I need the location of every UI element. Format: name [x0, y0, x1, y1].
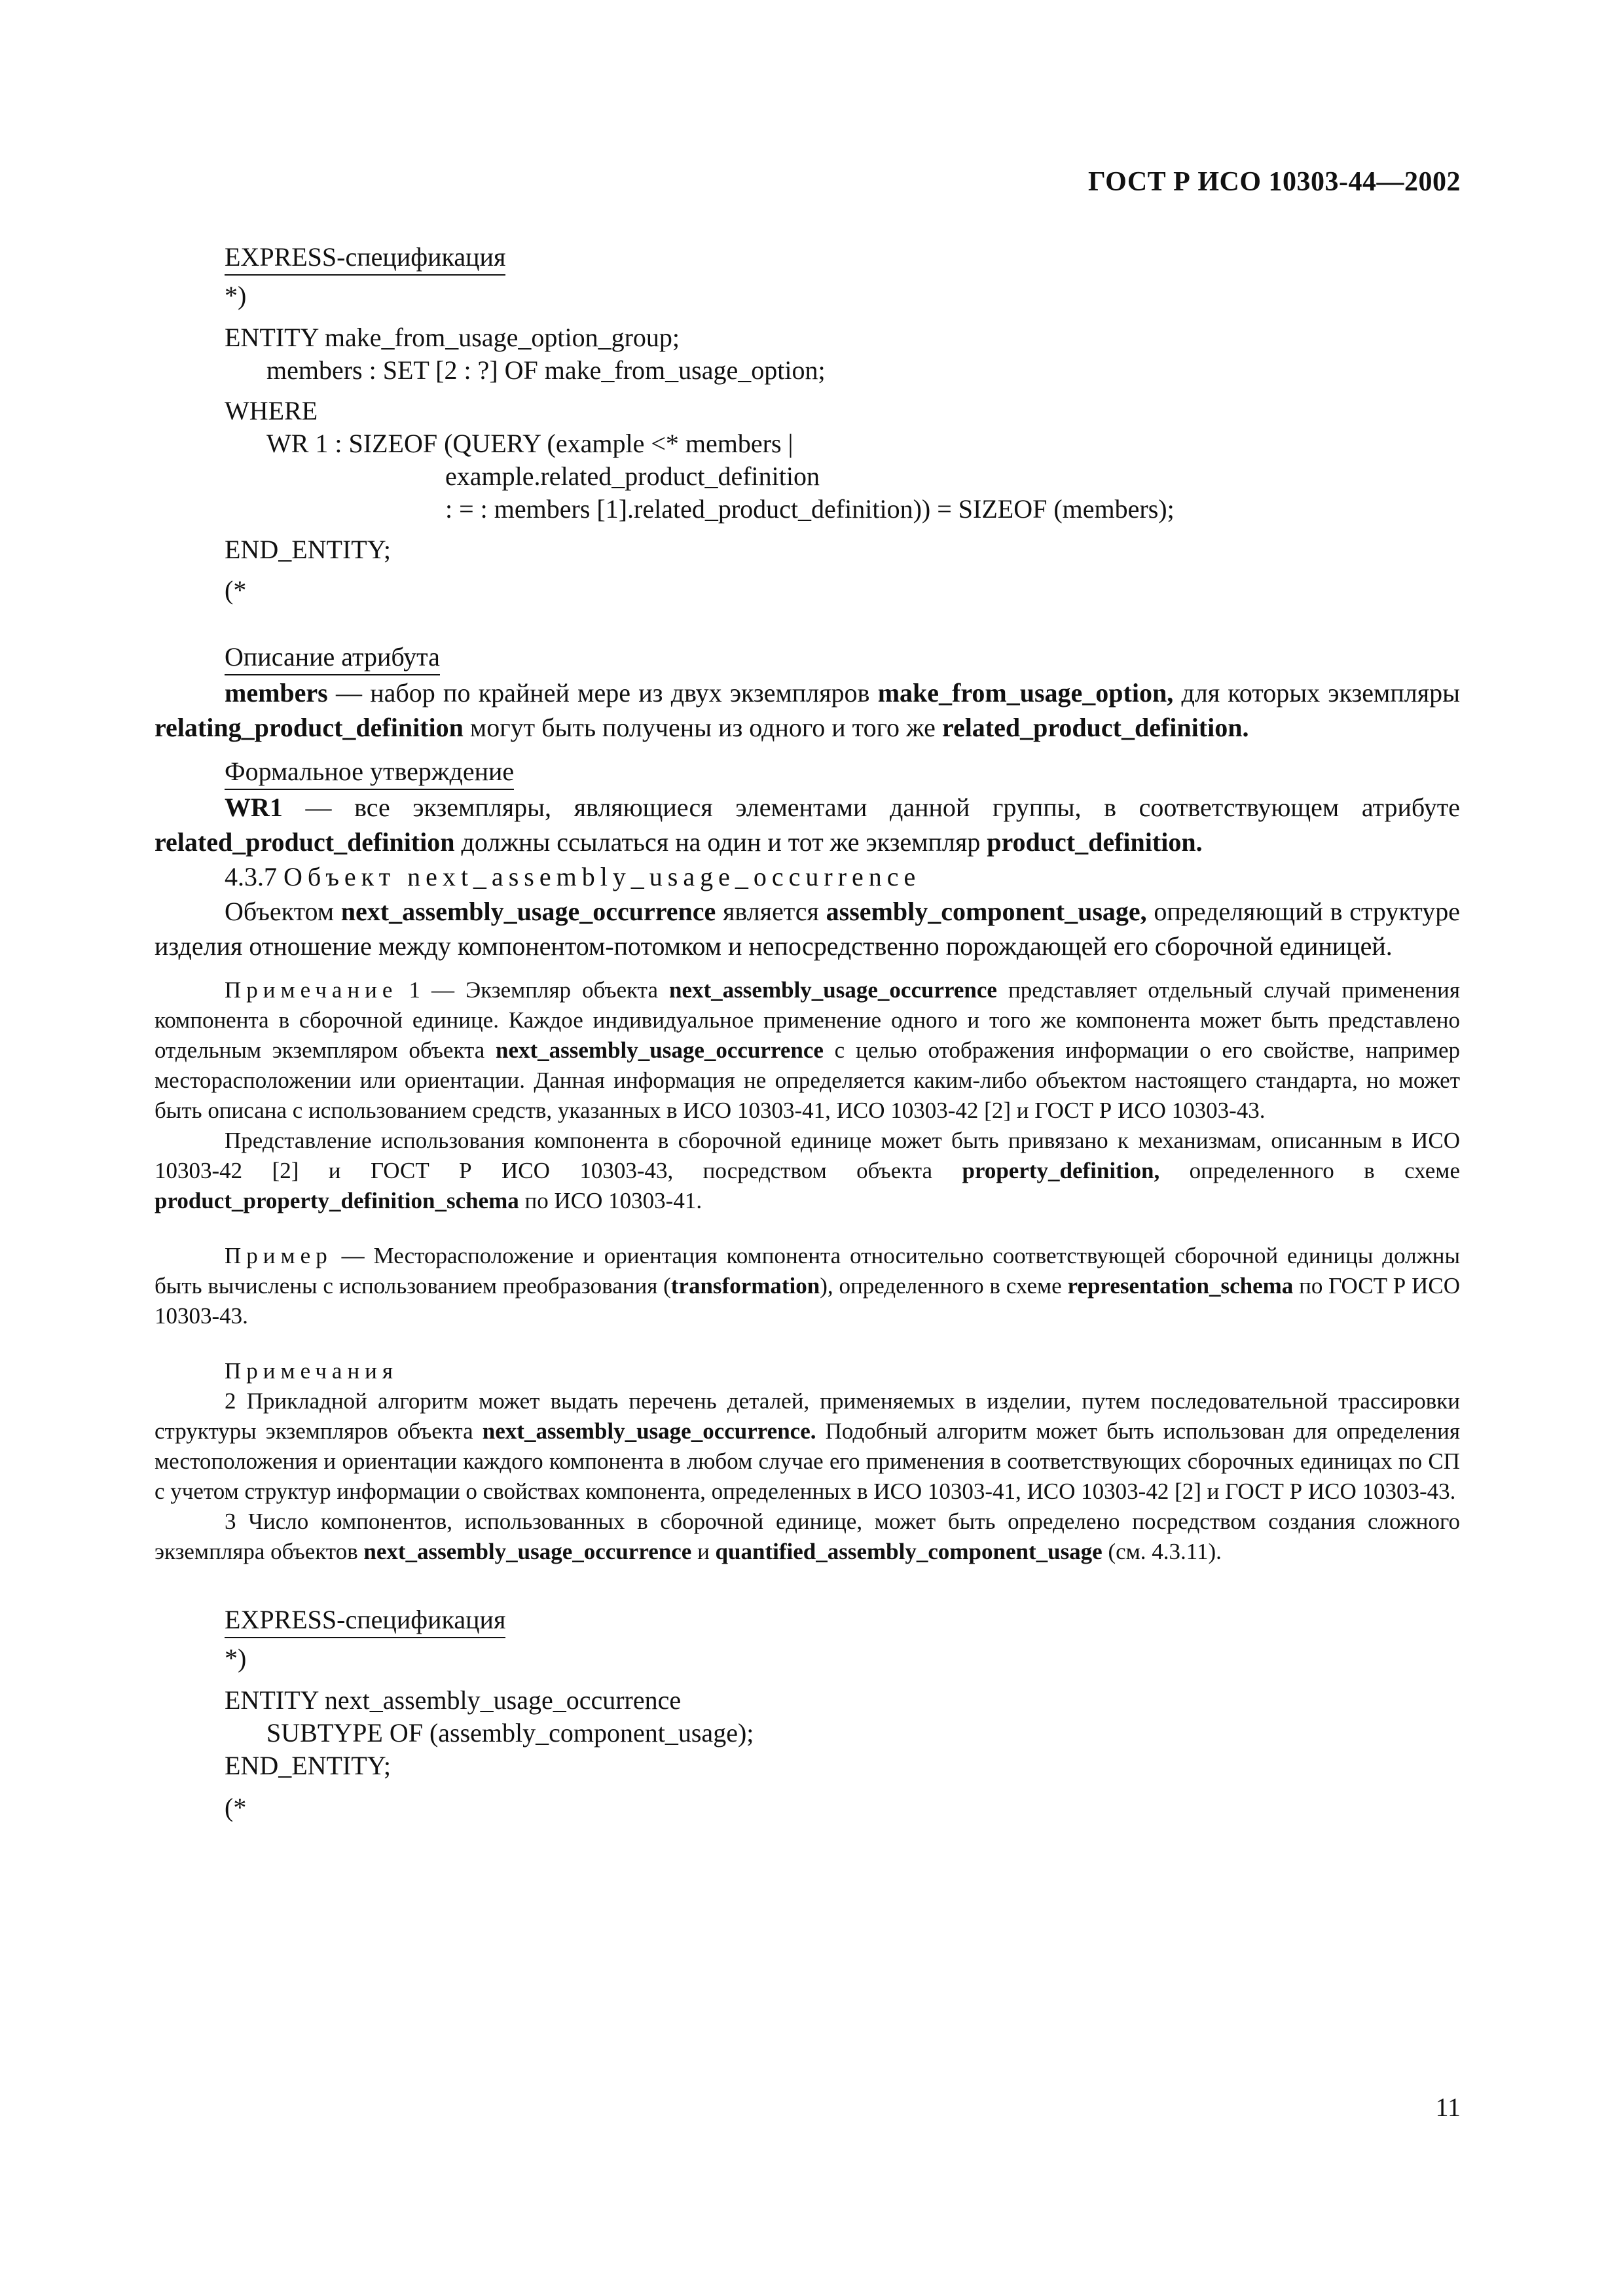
page-number: 11	[1435, 2092, 1461, 2122]
document-header: ГОСТ Р ИСО 10303-44—2002	[1087, 167, 1461, 197]
example-paragraph: Пример — Месторасположение и ориентация компонента относительно соответствующей сборочной единицы должны быть вычислены с использованием преобразования (transformation), определенного в схеме representation_schema по ГОСТ Р ИСО 10303-43.	[155, 1243, 1460, 1329]
code-line: *)	[225, 1643, 247, 1673]
express-spec-block-1	[155, 240, 1460, 607]
code-line: ENTITY make_from_usage_option_group;	[225, 323, 680, 352]
attribute-heading: Описание атрибута	[225, 639, 440, 675]
formal-proposition	[155, 754, 1460, 859]
code-line: members : SET [2 : ?] OF make_from_usage_option;	[266, 355, 826, 385]
section-paragraph: Объектом next_assembly_usage_occurrence является assembly_component_usage, определяющий в структуре изделия отношение между компонентом-потомком и непосредственно порождающей его сборочной единицей.	[155, 897, 1460, 961]
attribute-description	[155, 639, 1460, 745]
express-spec-block-2	[155, 1602, 1460, 1824]
page-content	[155, 240, 1460, 1824]
express-spec-heading: EXPRESS-спецификация	[225, 240, 505, 276]
formal-paragraph: WR1 — все экземпляры, являющиеся элементами данной группы, в соответствующем атрибуте related_product_definition должны ссылаться на один и тот же экземпляр product_definition.	[155, 793, 1460, 857]
note-1	[155, 975, 1460, 1216]
notes-block	[155, 1356, 1460, 1567]
note-paragraph: Примечание 1 — Экземпляр объекта next_assembly_usage_occurrence представляет отдельный случай применения компонента в сборочной единице. Каждое индивидуальное применение одного и того же компонента может быть представлено отдельным экземпляром объекта next_assembly_usage_occurrence с целью отображения информации о его свойстве, например месторасположении или ориентации. Данная информация не определяется каким-либо объектом настоящего стандарта, но может быть описана с использованием средств, указанных в ИСО 10303-41, ИСО 10303-42 [2] и ГОСТ Р ИСО 10303-43.	[155, 977, 1460, 1123]
code-line: : = : members [1].related_product_definition)) = SIZEOF (members);	[445, 494, 1175, 524]
section-title: 4.3.7 Объект next_assembly_usage_occurrence	[225, 862, 921, 891]
code-line: (*	[225, 575, 247, 605]
code-line: END_ENTITY;	[225, 1751, 392, 1780]
note-paragraph: 2 Прикладной алгоритм может выдать перечень деталей, применяемых в изделии, путем последовательной трассировки структуры экземпляров объекта next_assembly_usage_occurrence. Подобный алгоритм может быть использован для определения местоположения и ориентации каждого компонента в любом случае его применения в соответствующих сборочных единицах по СП с учетом структур информации о свойствах компонента, определенных в ИСО 10303-41, ИСО 10303-42 [2] и ГОСТ Р ИСО 10303-43.	[155, 1388, 1460, 1504]
section-4-3-7	[155, 859, 1460, 963]
attribute-paragraph: members — набор по крайней мере из двух экземпляров make_from_usage_option, для которых экземпляры relating_product_definition могут быть получены из одного и того же related_product_definition.	[155, 678, 1460, 742]
code-line: SUBTYPE OF (assembly_component_usage);	[266, 1718, 754, 1748]
code-line: WHERE	[225, 396, 318, 425]
code-line: (*	[225, 1793, 247, 1822]
code-line: ENTITY next_assembly_usage_occurrence	[225, 1685, 682, 1715]
note-paragraph: Представление использования компонента в сборочной единице может быть привязано к механизмам, описанным в ИСО 10303-42 [2] и ГОСТ Р ИСО 10303-43, посредством объекта property_definition, определенного в схеме product_property_definition_schema по ИСО 10303-41.	[155, 1128, 1460, 1213]
express-spec-heading: EXPRESS-спецификация	[225, 1602, 505, 1638]
notes-label: Примечания	[225, 1358, 399, 1384]
formal-heading: Формальное утверждение	[225, 754, 514, 790]
example-block	[155, 1241, 1460, 1331]
code-line: WR 1 : SIZEOF (QUERY (example <* members |	[266, 429, 793, 458]
code-line: *)	[225, 281, 247, 310]
note-paragraph: 3 Число компонентов, использованных в сборочной единице, может быть определено посредством создания сложного экземпляра объектов next_assembly_usage_occurrence и quantified_assembly_component_usage (см. 4.3.11).	[155, 1509, 1460, 1564]
code-line: END_ENTITY;	[225, 535, 392, 564]
code-line: example.related_product_definition	[445, 461, 820, 491]
